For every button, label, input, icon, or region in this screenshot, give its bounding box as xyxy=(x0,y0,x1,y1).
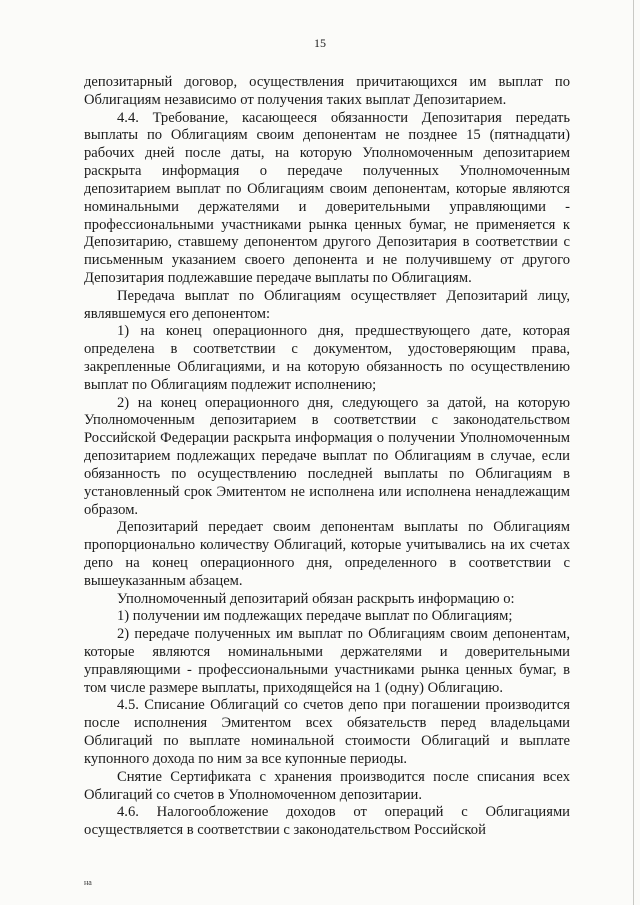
paragraph: Снятие Сертификата с хранения производится после списания всех Облигаций со счетов в Уполномоченном депозитарии. xyxy=(84,768,570,803)
page-edge-line xyxy=(633,0,634,905)
paragraph: 2) передаче полученных им выплат по Облигациям своим депонентам, которые являются номинальными держателями и доверительными управляющими - профессиональными участниками рынка ценных бумаг, в том числе размере выплаты, приходящейся на 1 (одну) Облигацию. xyxy=(84,626,570,696)
paragraph: 1) получении им подлежащих передаче выплат по Облигациям; xyxy=(117,608,513,625)
page-number: 15 xyxy=(314,36,326,50)
paragraph: Передача выплат по Облигациям осуществляет Депозитарий лицу, являвшемуся его депонентом: xyxy=(84,287,570,322)
paragraph: 1) на конец операционного дня, предшествующего дате, которая определена в соответствии с документом, удостоверяющим права, закрепленные Облигациями, и на которую обязанность по осуществлению выплат по Облигациям подлежит исполнению; xyxy=(84,323,570,393)
paragraph: 4.5. Списание Облигаций со счетов депо при погашении производится после исполнения Эмитентом всех обязательств перед владельцами Облигаций по выплате номинальной стоимости Облигаций и выплате купонного дохода по ним за все купонные периоды. xyxy=(84,697,570,767)
paragraph: 4.6. Налогообложение доходов от операций с Облигациями осуществляется в соответствии с законодательством Российской xyxy=(84,804,570,839)
document-body xyxy=(84,74,570,840)
footer-mark: на xyxy=(84,878,92,887)
paragraph: Уполномоченный депозитарий обязан раскрыть информацию о: xyxy=(117,590,515,607)
paragraph: депозитарный договор, осуществления причитающихся им выплат по Облигациям независимо от получения таких выплат Депозитарием. xyxy=(84,74,570,108)
paragraph: 4.4. Требование, касающееся обязанности Депозитария передать выплаты по Облигациям своим депонентам не позднее 15 (пятнадцати) рабочих дней после даты, на которую Уполномоченным депозитарием раскрыта информация о передаче полученных Уполномоченным депозитарием выплат по Облигациям своим депонентам, которые являются номинальными держателями и доверительными управляющими - профессиональными участниками рынка ценных бумаг, не применяется к Депозитарию, ставшему депонентом другого Депозитария в соответствии с письменным указанием своего депонента и не получившему от другого Депозитария подлежавшие передаче выплаты по Облигациям. xyxy=(84,109,570,286)
paragraph: 2) на конец операционного дня, следующего за датой, на которую Уполномоченным депозитарием в соответствии с законодательством Российской Федерации раскрыта информация о получении Уполномоченным депозитарием подлежащих передаче выплат по Облигациям в случае, если обязанность по осуществлению последней выплаты по Облигациям в установленный срок Эмитентом не исполнена или исполнена ненадлежащим образом. xyxy=(84,394,570,518)
paragraph: Депозитарий передает своим депонентам выплаты по Облигациям пропорционально количеству Облигаций, которые учитывались на их счетах депо на конец операционного дня, определенного в соответствии с вышеуказанным абзацем. xyxy=(84,519,570,589)
